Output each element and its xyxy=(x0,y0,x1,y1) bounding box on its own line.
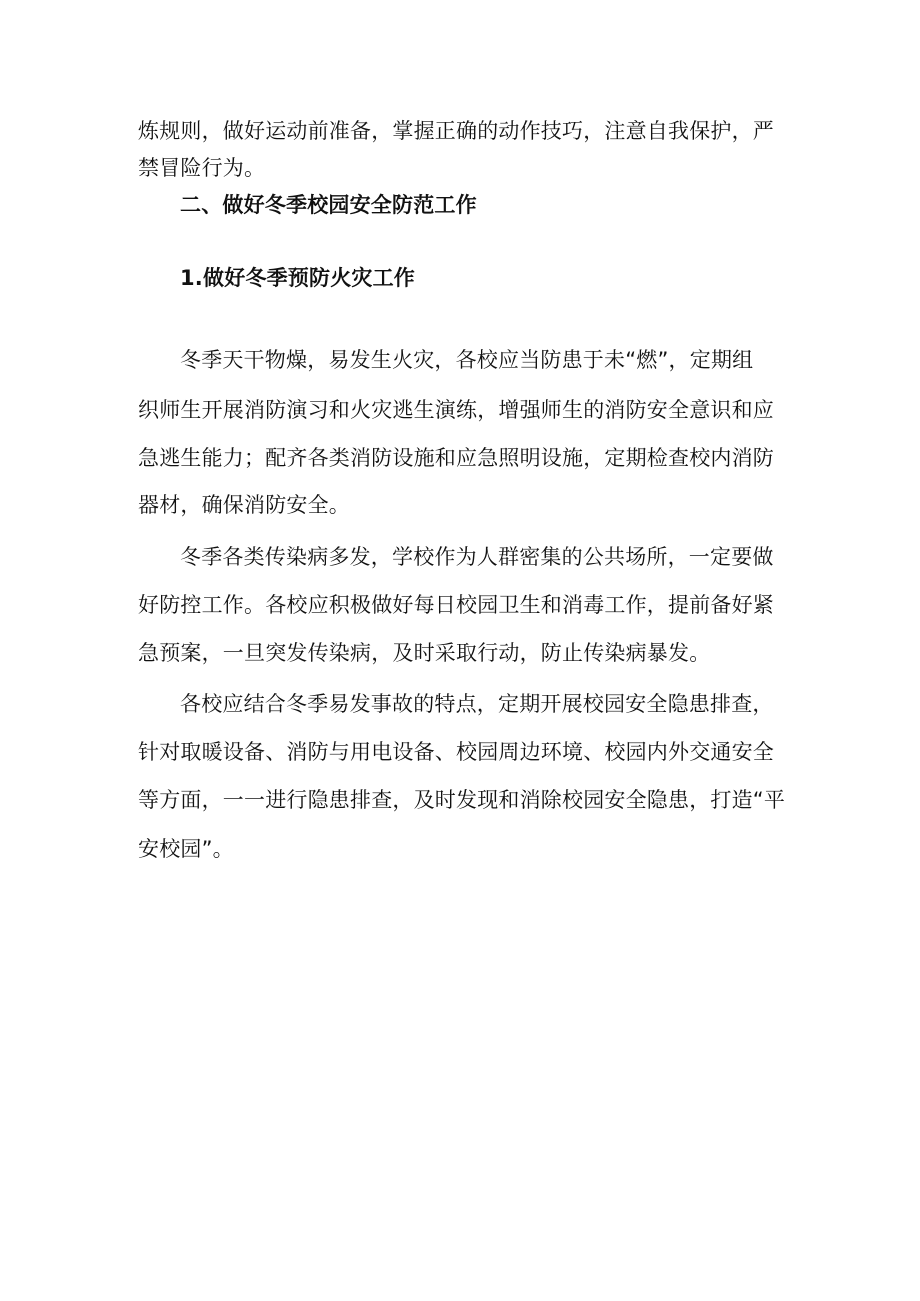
paragraph2-line-2: 好防控工作。各校应积极做好每日校园卫生和消毒工作，提前备好紧 xyxy=(138,593,774,617)
subsection-heading: 1.做好冬季预防火灾工作 xyxy=(180,266,415,290)
continuation-line-2: 禁冒险行为。 xyxy=(138,156,266,180)
paragraph1-line-4: 器材，确保消防安全。 xyxy=(138,493,350,517)
paragraph3-line-2: 针对取暖设备、消防与用电设备、校园周边环境、校园内外交通安全 xyxy=(138,740,774,764)
paragraph2-line-1: 冬季各类传染病多发，学校作为人群密集的公共场所，一定要做 xyxy=(180,545,774,569)
continuation-line-1: 炼规则，做好运动前准备，掌握正确的动作技巧，注意自我保护，严 xyxy=(138,119,774,143)
paragraph1-line-3: 急逃生能力；配齐各类消防设施和应急照明设施，定期检查校内消防 xyxy=(138,446,774,470)
paragraph1-line-2: 织师生开展消防演习和火灾逃生演练，增强师生的消防安全意识和应 xyxy=(138,398,774,422)
paragraph1-line-1: 冬季天干物燥，易发生火灾，各校应当防患于未“燃”，定期组 xyxy=(180,348,754,372)
paragraph2-line-3: 急预案，一旦突发传染病，及时采取行动，防止传染病暴发。 xyxy=(138,641,711,665)
paragraph3-line-3: 等方面，一一进行隐患排查，及时发现和消除校园安全隐患，打造“平 xyxy=(138,788,786,812)
paragraph3-line-4: 安校园”。 xyxy=(138,837,234,861)
paragraph3-line-1: 各校应结合冬季易发事故的特点，定期开展校园安全隐患排查， xyxy=(180,692,774,716)
section-heading: 二、做好冬季校园安全防范工作 xyxy=(180,193,477,217)
